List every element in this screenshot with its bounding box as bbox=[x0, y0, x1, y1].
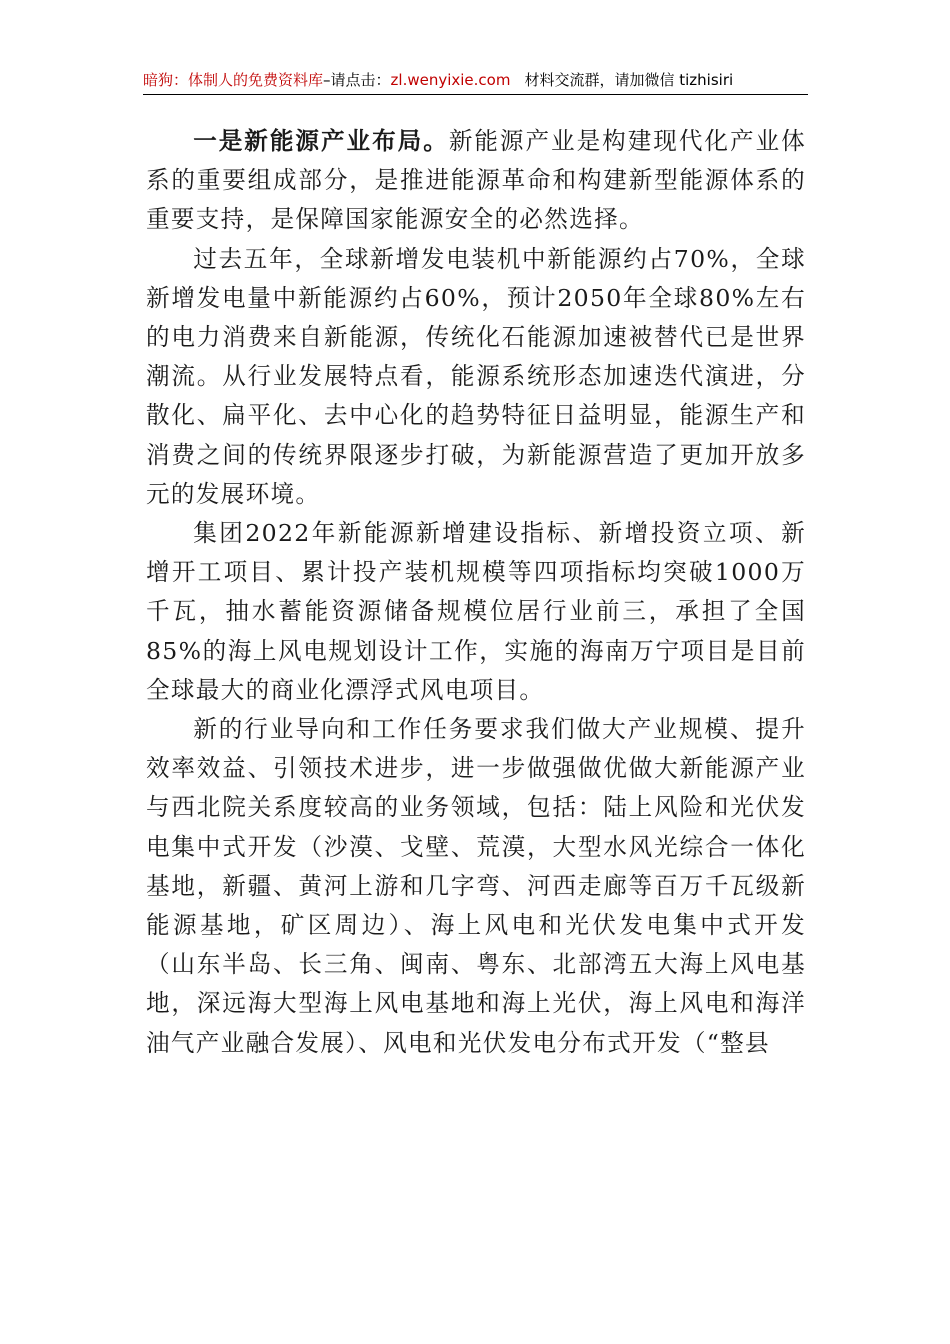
header-contact: 材料交流群，请加微信 tizhisiri bbox=[524, 71, 734, 89]
header-site-name: 暗狗：体制人的免费资料库 bbox=[143, 71, 324, 89]
paragraph-lead-heading: 一是新能源产业布局。 bbox=[193, 127, 449, 155]
document-body bbox=[146, 122, 806, 1063]
paragraph-group-achievements: 集团2022年新能源新增建设指标、新增投资立项、新增开工项目、累计投产装机规模等四项指标均突破1000万千瓦，抽水蓄能资源储备规模位居行业前三，承担了全国85%的海上风电规划设计工作，实施的海南万宁项目是目前全球最大的商业化漂浮式风电项目。 bbox=[146, 519, 806, 704]
paragraph-industry-layout bbox=[146, 122, 806, 240]
paragraph-text: 新能源产业是构建现代化产业体系的重要组成部分，是推进能源革命和构建新型能源体系的重要支持，是保障国家能源安全的必然选择。 bbox=[146, 127, 807, 234]
paragraph-global-trends: 过去五年，全球新增发电装机中新能源约占70%，全球新增发电量中新能源约占60%，预计2050年全球80%左右的电力消费来自新能源，传统化石能源加速被替代已是世界潮流。从行业发展特点看，能源系统形态加速迭代演进，分散化、扁平化、去中心化的趋势特征日益明显，能源生产和消费之间的传统界限逐步打破，为新能源营造了更加开放多元的发展环境。 bbox=[146, 244, 806, 508]
paragraph-business-fields: 新的行业导向和工作任务要求我们做大产业规模、提升效率效益、引领技术进步，进一步做强做优做大新能源产业与西北院关系度较高的业务领域，包括：陆上风险和光伏发电集中式开发（沙漠、戈壁、荒漠，大型水风光综合一体化基地，新疆、黄河上游和几字弯、河西走廊等百万千瓦级新能源基地，矿区周边）、海上风电和光伏发电集中式开发（山东半岛、长三角、闽南、粤东、北部湾五大海上风电基地，深远海大型海上风电基地和海上光伏，海上风电和海洋油气产业融合发展）、风电和光伏发电分布式开发（“整县 bbox=[146, 715, 806, 1057]
page-header bbox=[143, 66, 808, 95]
header-link-prompt: –请点击： bbox=[323, 71, 391, 89]
header-url-link[interactable]: zl.wenyixie.com bbox=[390, 71, 511, 89]
